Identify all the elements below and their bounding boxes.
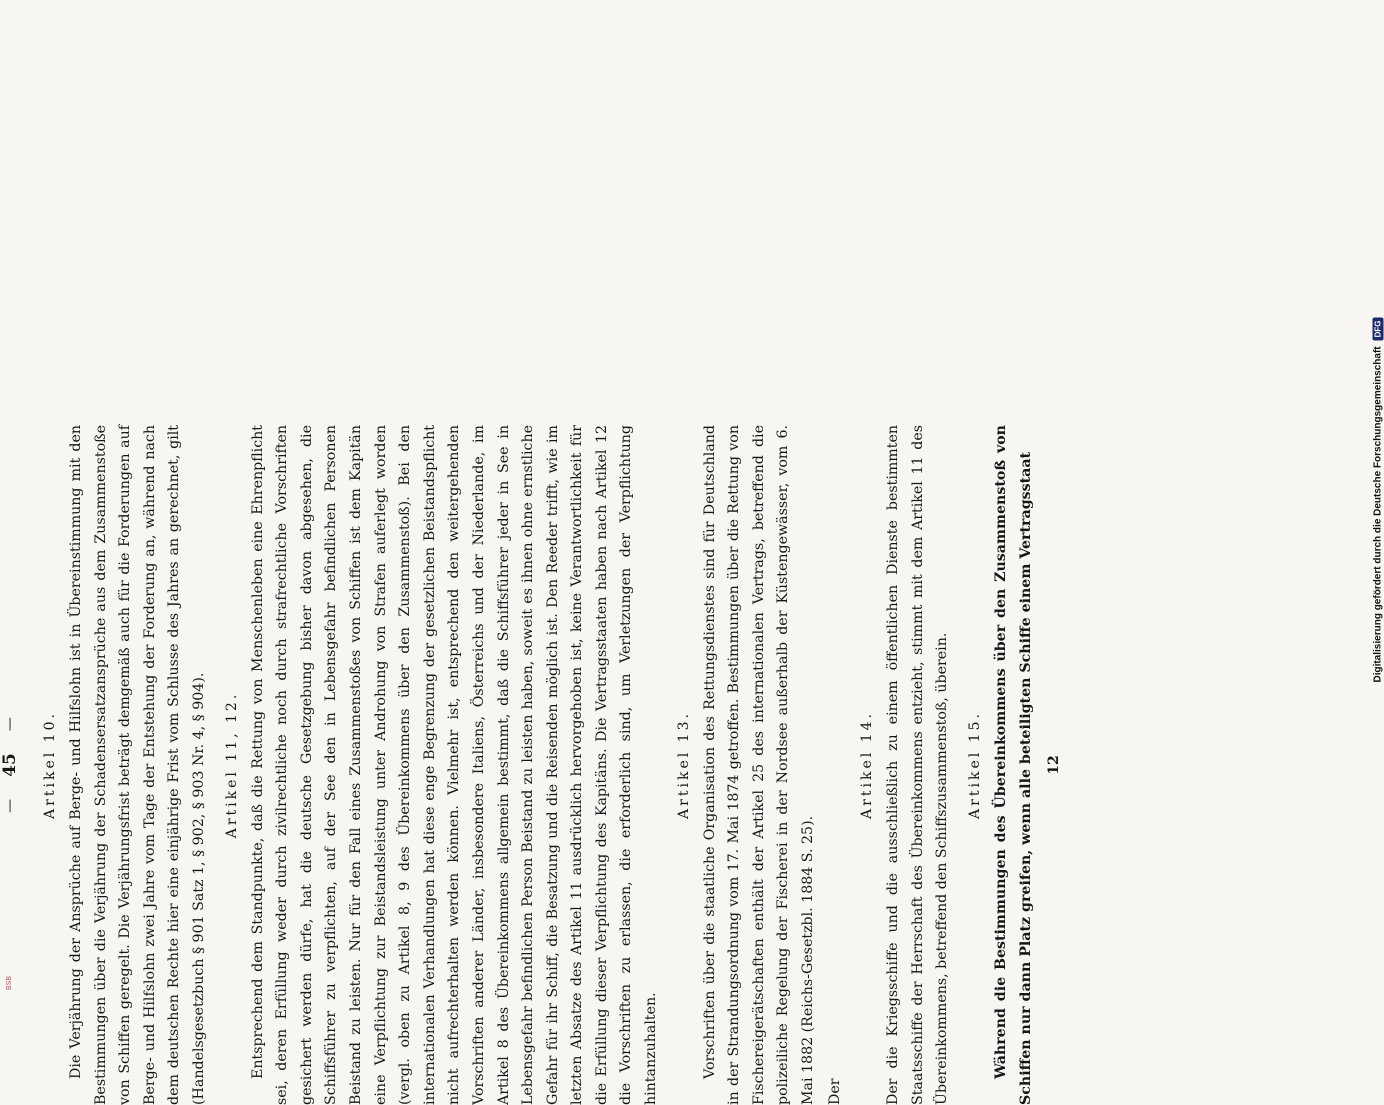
rotated-text-block xyxy=(0,425,1140,1105)
section-heading: Artikel 11, 12. xyxy=(223,691,240,839)
digitization-note xyxy=(1373,317,1384,682)
page-header xyxy=(0,425,30,1105)
section-artikel-11-12 xyxy=(224,425,664,1105)
header-dash-left: — xyxy=(2,798,18,813)
sheet-signature-number: 12 xyxy=(1046,755,1063,775)
section-paragraph: Entsprechend dem Standpunkte, daß die Rettung von Menschenleben eine Ehrenpflicht sei, deren Erfüllung weder durch zivilrechtliche noch durch strafrechtliche Vorschriften gesichert werden dürfe, hat die deutsche Gesetzgebung bisher davon abgesehen, die Schiffsführer zu verpflichten, auf der See den in Lebensgefahr befindlichen Personen Beistand zu leisten. Nur für den Fall eines Zusammenstoßes von Schiffen ist dem Kapitän eine Verpflichtung zur Beistandsleistung unter Androhung von Strafen auferlegt worden (vergl. oben zu Artikel 8, 9 des Übereinkommens über den Zusammenstoß). Bei den internationalen Verhandlungen hat diese enge Begrenzung der gesetzlichen Beistandspflicht nicht aufrechterhalten werden können. Vielmehr ist, entsprechend den weitergehenden Vorschriften anderer Länder, insbesondere Italiens, Österreichs und der Niederlande, im Artikel 8 des Übereinkommens allgemein bestimmt, daß die Schiffsführer jeder in See in Lebensgefahr befindlichen Person Beistand zu leisten haben, soweit es ihnen ohne ernstliche Gefahr für ihr Schiff, die Besatzung und die Reisenden möglich ist. Den Reeder trifft, wie im letzten Absatze des Artikel 11 ausdrücklich hervorgehoben ist, keine Verantwortlichkeit für die Erfüllung dieser Verpflichtung des Kapitäns. Die Vertragsstaaten haben nach Artikel 12 die Vorschriften zu erlassen, die erforderlich sind, um Verletzungen der Verpflichtung hintanzuhalten. xyxy=(249,425,660,1105)
header-dash-right: — xyxy=(2,717,18,732)
section-heading: Artikel 10. xyxy=(42,711,58,819)
section-paragraph: Vorschriften über die staatliche Organisation des Rettungsdienstes sind für Deutschland in der Strandungsordnung vom 17. Mai 1874 getroffen. Bestimmungen über die Rettung von Fischereigerätschaften enthält der Artikel 25 des internationalen Vertrags, betreffend die polizeiliche Regelung der Fischerei in der Nordsee außerhalb der Küstengewässer, vom 6. Mai 1882 (Reichs-Gesetzbl. 1884 S. 25). xyxy=(701,425,817,1105)
digitization-note-text: Digitalisierung gefördert durch die Deutsche Forschungsgemeinschaft xyxy=(1372,346,1384,683)
section-heading: Artikel 13. xyxy=(675,711,692,819)
section-artikel-10 xyxy=(42,425,212,1105)
library-stamp: BSB xyxy=(6,975,13,990)
dfg-logo-icon: DFG xyxy=(1373,317,1384,340)
section-paragraph: Während die Bestimmungen des Übereinkommens über den Zusammenstoß von Schiffen nur dann Platz greifen, wenn alle beteiligten Schiffe einem Vertragsstaat xyxy=(993,425,1034,1105)
section-heading: Artikel 15. xyxy=(967,711,983,819)
page-number: 45 xyxy=(0,753,20,777)
section-artikel-13 xyxy=(676,425,848,1105)
section-paragraph: Der die Kriegsschiffe und die ausschließlich zu einem öffentlichen Dienste bestimmten Staatsschiffe der Herrschaft des Übereinkommens entzieht, stimmt mit dem Artikel 11 des Übereinkommens, betreffend den Schiffszusammenstoß, überein. xyxy=(885,425,951,1105)
section-heading: Artikel 14. xyxy=(859,711,876,819)
section-artikel-14 xyxy=(859,425,955,1105)
section-paragraph: Der xyxy=(826,1078,843,1105)
section-paragraph: Die Verjährung der Ansprüche auf Berge- und Hilfslohn ist in Übereinstimmung mit den Bestimmungen über die Verjährung der Schadensersatzansprüche aus dem Zusammenstoße von Schiffen geregelt. Die Verjährungsfrist beträgt demgemäß auch für die Forderungen auf Berge- und Hilfslohn zwei Jahre vom Tage der Entstehung der Forderung an, während nach dem deutschen Rechte hier eine einjährige Frist vom Schlusse des Jahres an gerechnet, gilt (Handelsgesetzbuch § 901 Satz 1, § 902, § 903 Nr. 4, § 904). xyxy=(68,425,207,1105)
section-artikel-15 xyxy=(967,425,1038,1105)
